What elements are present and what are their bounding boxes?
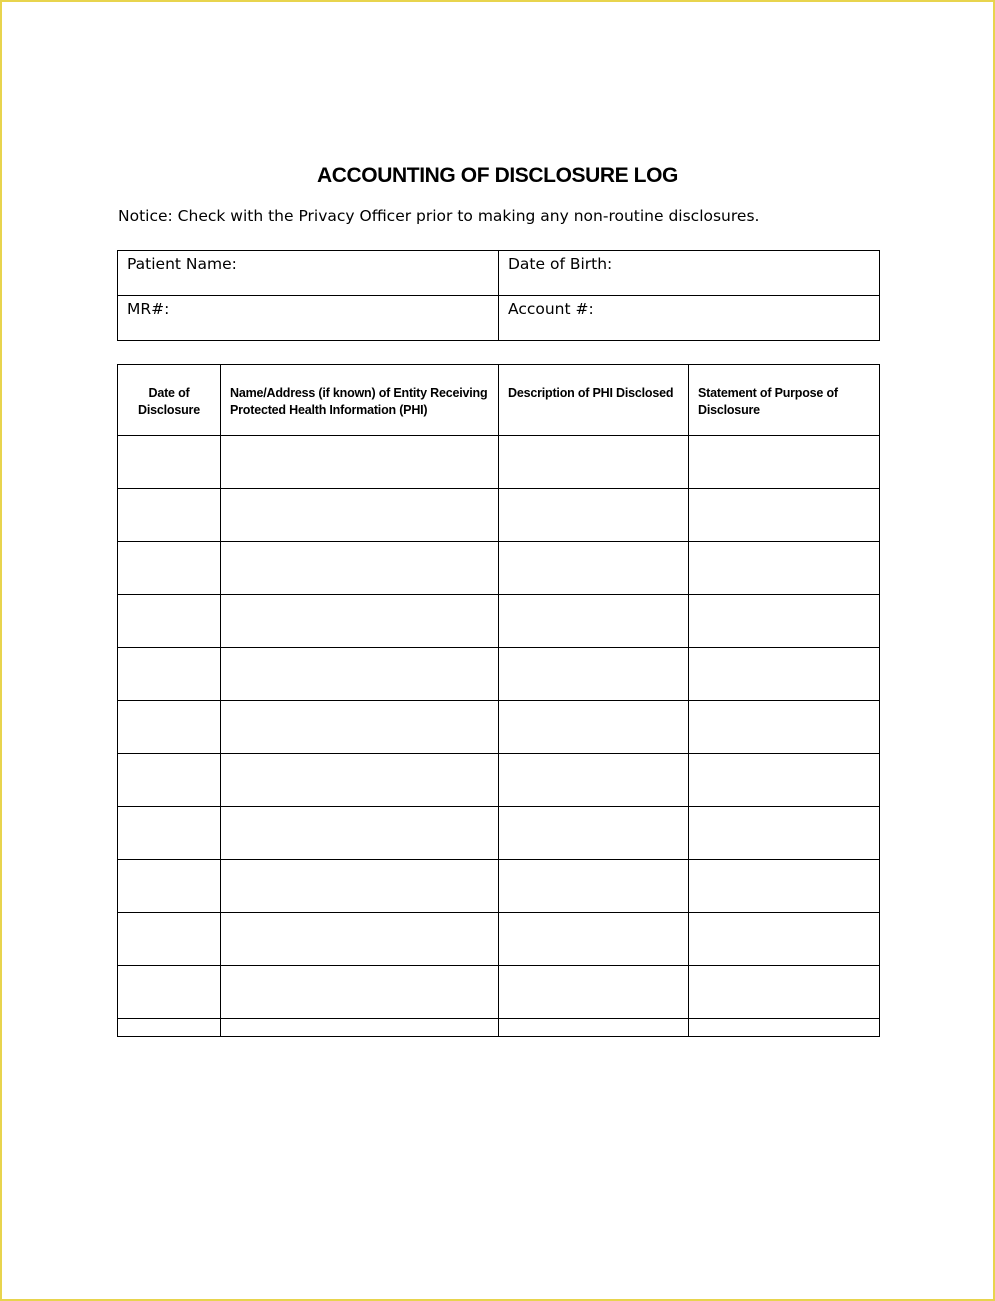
purpose-cell[interactable]: [689, 966, 880, 1019]
purpose-cell[interactable]: [689, 542, 880, 595]
entity-cell[interactable]: [221, 542, 499, 595]
entity-cell[interactable]: [221, 648, 499, 701]
description-cell[interactable]: [499, 966, 689, 1019]
log-header-row: [118, 365, 880, 436]
disclosure-log-table: [117, 364, 880, 1037]
entity-cell[interactable]: [221, 436, 499, 489]
header-statement-of-purpose: Statement of Purpose of Disclosure: [689, 365, 880, 436]
table-row: [118, 489, 880, 542]
table-row: [118, 701, 880, 754]
table-row: [118, 913, 880, 966]
patient-name-label: Patient Name:: [127, 255, 237, 273]
date-cell[interactable]: [118, 436, 221, 489]
table-row: [118, 860, 880, 913]
date-cell[interactable]: [118, 1019, 221, 1037]
entity-cell[interactable]: [221, 966, 499, 1019]
table-row: [118, 648, 880, 701]
table-row: [118, 966, 880, 1019]
account-number-field[interactable]: [499, 296, 880, 341]
description-cell[interactable]: [499, 913, 689, 966]
mr-number-field[interactable]: [118, 296, 499, 341]
date-cell[interactable]: [118, 807, 221, 860]
entity-cell[interactable]: [221, 489, 499, 542]
table-row: [118, 1019, 880, 1037]
entity-cell[interactable]: [221, 807, 499, 860]
description-cell[interactable]: [499, 489, 689, 542]
entity-cell[interactable]: [221, 754, 499, 807]
description-cell[interactable]: [499, 754, 689, 807]
description-cell[interactable]: [499, 807, 689, 860]
date-of-birth-field[interactable]: [499, 251, 880, 296]
account-number-label: Account #:: [508, 300, 594, 318]
patient-info-row: [118, 296, 880, 341]
purpose-cell[interactable]: [689, 489, 880, 542]
entity-cell[interactable]: [221, 913, 499, 966]
table-row: [118, 436, 880, 489]
purpose-cell[interactable]: [689, 436, 880, 489]
page-title: ACCOUNTING OF DISCLOSURE LOG: [317, 164, 678, 187]
purpose-cell[interactable]: [689, 807, 880, 860]
patient-name-field[interactable]: [118, 251, 499, 296]
date-of-birth-label: Date of Birth:: [508, 255, 613, 273]
header-entity-receiving-phi: Name/Address (if known) of Entity Receiving Protected Health Information (PHI): [221, 365, 499, 436]
notice-text: Notice: Check with the Privacy Officer prior to making any non-routine disclosures.: [118, 207, 760, 225]
date-cell[interactable]: [118, 648, 221, 701]
entity-cell[interactable]: [221, 860, 499, 913]
purpose-cell[interactable]: [689, 701, 880, 754]
purpose-cell[interactable]: [689, 648, 880, 701]
purpose-cell[interactable]: [689, 754, 880, 807]
patient-info-row: [118, 251, 880, 296]
header-description-of-phi: Description of PHI Disclosed: [499, 365, 689, 436]
description-cell[interactable]: [499, 595, 689, 648]
date-cell[interactable]: [118, 966, 221, 1019]
description-cell[interactable]: [499, 701, 689, 754]
header-date-of-disclosure: Date of Disclosure: [118, 365, 221, 436]
purpose-cell[interactable]: [689, 860, 880, 913]
purpose-cell[interactable]: [689, 1019, 880, 1037]
table-row: [118, 595, 880, 648]
log-body: [118, 436, 880, 1037]
date-cell[interactable]: [118, 860, 221, 913]
patient-info-table: [117, 250, 880, 341]
date-cell[interactable]: [118, 489, 221, 542]
table-row: [118, 807, 880, 860]
purpose-cell[interactable]: [689, 595, 880, 648]
description-cell[interactable]: [499, 542, 689, 595]
date-cell[interactable]: [118, 595, 221, 648]
description-cell[interactable]: [499, 860, 689, 913]
date-cell[interactable]: [118, 913, 221, 966]
entity-cell[interactable]: [221, 701, 499, 754]
table-row: [118, 754, 880, 807]
date-cell[interactable]: [118, 701, 221, 754]
entity-cell[interactable]: [221, 1019, 499, 1037]
mr-number-label: MR#:: [127, 300, 170, 318]
table-row: [118, 542, 880, 595]
description-cell[interactable]: [499, 436, 689, 489]
description-cell[interactable]: [499, 1019, 689, 1037]
date-cell[interactable]: [118, 542, 221, 595]
date-cell[interactable]: [118, 754, 221, 807]
entity-cell[interactable]: [221, 595, 499, 648]
description-cell[interactable]: [499, 648, 689, 701]
purpose-cell[interactable]: [689, 913, 880, 966]
